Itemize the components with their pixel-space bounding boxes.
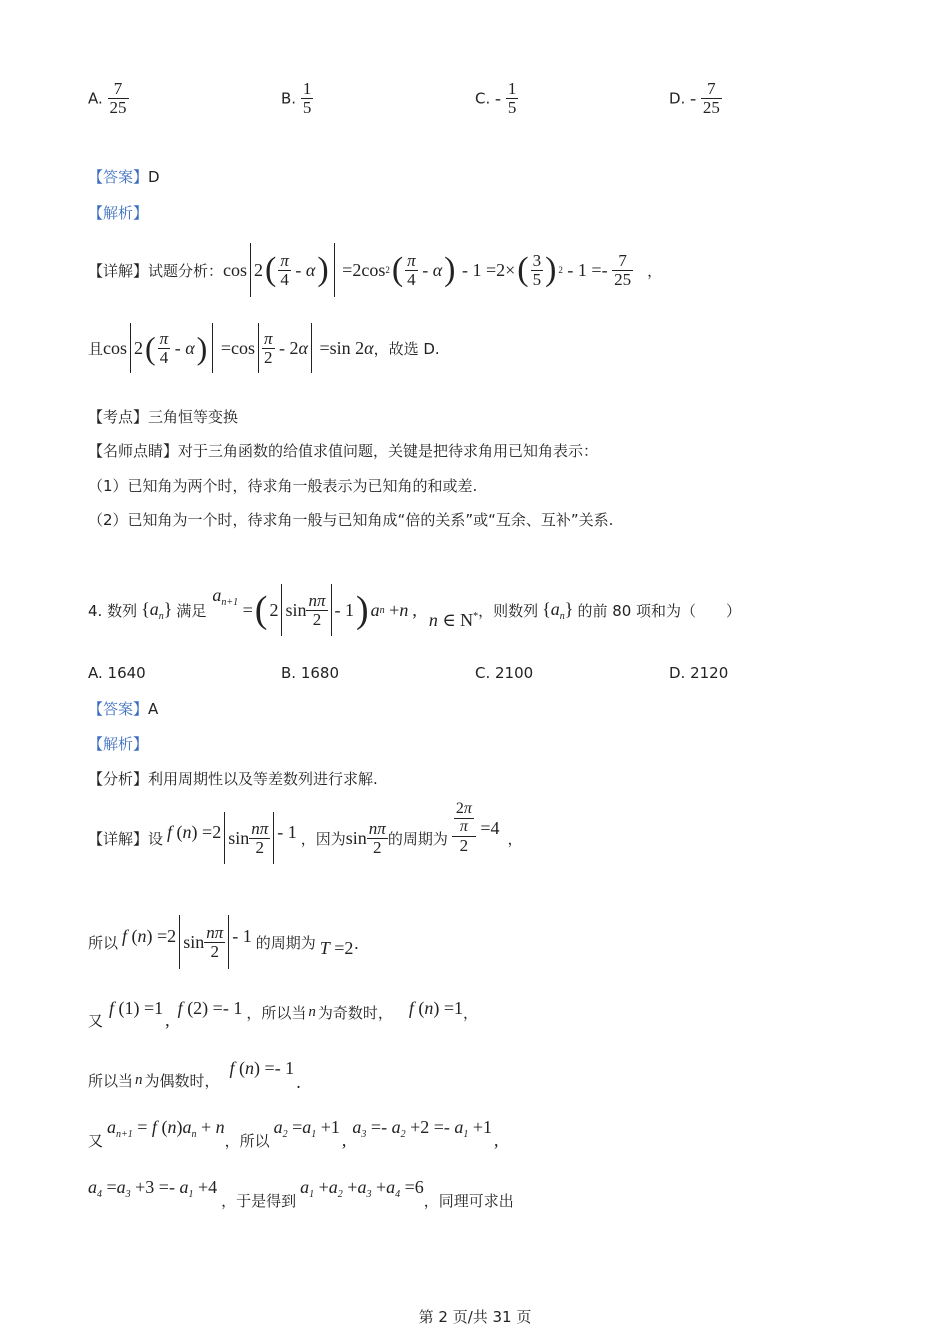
q3-detail-line1 — [88, 240, 662, 300]
q4-detail-tail: ， — [507, 829, 523, 848]
q4-option-a: A. 1640 — [88, 664, 146, 682]
q4-detail-mid: ，因为 — [300, 829, 346, 848]
option-label: D. — [669, 89, 686, 108]
option-label: B. — [281, 89, 297, 108]
period-value: T =2· — [319, 937, 360, 958]
sum-four-eq: $a_1 +a_2 +a_3 +a_4 =6$ — [300, 1176, 424, 1200]
q3-analysis-tag: 【解析】 — [88, 204, 149, 222]
q4-answer — [88, 698, 158, 719]
q4-detail-mid2: 的周期为 — [387, 829, 448, 848]
line3-lead: 又 — [88, 1011, 104, 1030]
page-footer: 第 2 页/共 31 页 — [418, 1308, 532, 1326]
recurrence-formula: $a_{n+1}$ = ( 2 sin $\frac{n\pi}{2}$ - 1 ) a n + n — [212, 584, 408, 636]
answer-tag: 【答案】 — [88, 168, 149, 186]
f1-eq: f (1) =1 — [109, 997, 164, 1018]
line5-lead: 又 — [88, 1131, 104, 1150]
denominator: 25 — [109, 97, 127, 117]
f2-eq: f (2) =- 1 — [177, 997, 243, 1018]
answer-tag: 【答案】 — [88, 700, 149, 718]
q4-analysis-tag: 【解析】 — [88, 735, 149, 753]
q4-line4: 所以当 n 为偶数时， f (n) =- 1 . — [88, 1057, 301, 1092]
detail2-tail: ，故选 D. — [373, 339, 440, 358]
q3-point-1: （1）已知角为两个时，待求角一般表示为已知角的和或差. — [88, 477, 478, 495]
numerator: 7 — [108, 80, 129, 99]
fenxi-tag: 【分析】 — [88, 770, 149, 788]
q3-detail-line2 — [88, 320, 440, 376]
line2-mid: 的周期为 — [255, 933, 316, 952]
fraction — [506, 80, 519, 117]
line3-mid: ，所以当 — [246, 1003, 307, 1022]
q4-line5: 又 $a_{n+1} = f$ $(n)a_n + n$ ，所以 $a_2 =a_1 +1$ , $a_3 =- a_2 +2 =- a_1 +1$ , — [88, 1116, 499, 1150]
numerator: 1 — [507, 79, 517, 98]
q3-option-a — [88, 80, 129, 117]
q3-point-2: （2）已知角为一个时，待求角一般与已知角成“倍的关系”或“互余、互补”关系. — [88, 511, 614, 529]
q3-kaodian — [88, 406, 238, 427]
detail-lead: 试题分析： — [148, 261, 224, 280]
sequence-an: $\{a_n\}$ — [141, 598, 173, 622]
denominator: 5 — [302, 97, 312, 117]
q3-option-b — [281, 80, 313, 117]
denominator: 25 — [702, 97, 720, 117]
q4-cond-tail: ，则数列 — [478, 601, 539, 620]
line4-mid: 为偶数时， — [144, 1071, 220, 1090]
fraction — [701, 80, 722, 117]
line3-tail: ， — [463, 1003, 479, 1022]
q4-option-c: C. 2100 — [475, 664, 534, 682]
fraction — [108, 80, 129, 117]
var-n: n — [308, 1003, 316, 1020]
kaodian-text: 三角恒等变换 — [148, 408, 239, 426]
period-expr: $\frac{\frac{2\pi}{\pi}}{2}$ =4 — [452, 801, 500, 854]
fn-eq-1: f (n) =1 — [408, 997, 464, 1018]
q3-mingshi — [88, 440, 598, 461]
fn-definition: f (n) =2 sin $\frac{n\pi}{2}$ - 1 — [167, 812, 297, 864]
sequence-an-2: $\{a_n\}$ — [542, 598, 574, 622]
numerator: 7 — [701, 80, 722, 99]
sin-expr: sin $\frac{n\pi}{2}$ — [345, 818, 386, 857]
q4-fenxi — [88, 768, 378, 789]
numerator: 1 — [302, 79, 312, 98]
q3-option-d — [669, 80, 722, 117]
minus-sign: - — [495, 87, 502, 108]
detail-tail: ， — [647, 261, 663, 280]
q4-option-b: B. 1680 — [281, 664, 340, 682]
q4-stem: 4. 数列 $\{a_n\}$ 满足 $a_{n+1}$ = ( 2 sin $\frac{n\pi}{2}$ - 1 ) a n + n , n ∈ N* ，则数列 $\{a_n\}$ 的前 80 项和为（ ） — [88, 575, 741, 645]
line4-lead: 所以当 — [88, 1071, 134, 1090]
q3-answer — [88, 166, 160, 187]
line3-mid2: 为奇数时， — [317, 1003, 393, 1022]
q4-detail-tag: 【详解】 — [88, 829, 149, 848]
fn-definition-2: f (n) =2 sin $\frac{n\pi}{2}$ - 1 — [122, 915, 252, 969]
kaodian-tag: 【考点】 — [88, 408, 149, 426]
recurrence-fn: $a_{n+1} = f$ $(n)a_n + n$ — [107, 1116, 225, 1140]
a4-eq: $a_4 =a_3 +3 =- a_1 +4$ — [88, 1176, 218, 1200]
formula-cos-identity: cos 2 ( $\frac{\pi}{4}$ - α ) =cos $\frac{\pi}{2}$ - 2 α =sin 2 α — [103, 323, 374, 373]
q4-number: 4. 数列 — [88, 601, 138, 620]
n-in-naturals: n ∈ N* — [428, 609, 479, 630]
line5-mid: ，所以 — [224, 1131, 270, 1150]
q4-question-tail: 的前 80 项和为（ ） — [577, 601, 742, 620]
a2-eq: $a_2 =a_1 +1$ — [273, 1116, 340, 1140]
q4-line6 — [88, 1172, 514, 1212]
line6-mid: ，于是得到 — [221, 1191, 297, 1210]
q4-detail-lead: 设 — [148, 829, 164, 848]
q3-option-c — [475, 80, 518, 117]
line2-lead: 所以 — [88, 933, 119, 952]
q4-option-d: D. 2120 — [669, 664, 729, 682]
q4-line2 — [88, 912, 359, 972]
mingshi-tag: 【名师点睛】 — [88, 442, 179, 460]
fraction — [301, 80, 314, 117]
fenxi-text: 利用周期性以及等差数列进行求解. — [148, 770, 378, 788]
q4-line3: 又 f (1) =1 , f (2) =- 1 ，所以当 n 为奇数时， f (n) =1 ， — [88, 997, 479, 1030]
a3-eq: $a_3 =- a_2 +2 =- a_1 +1$ — [352, 1116, 493, 1140]
option-label: A. — [88, 89, 103, 108]
denominator: 5 — [507, 97, 517, 117]
answer-value: D — [148, 168, 160, 186]
q4-detail-line1 — [88, 800, 523, 876]
line6-tail: ，同理可求出 — [423, 1191, 514, 1210]
detail-tag: 【详解】 — [88, 261, 149, 280]
option-label: C. — [475, 89, 491, 108]
fn-eq-minus1: f (n) =- 1 — [229, 1057, 295, 1078]
answer-value: A — [148, 700, 159, 718]
formula-cos-double-angle: cos 2 ( $\frac{\pi}{4}$ - α ) =2cos 2 ( $\frac{\pi}{4}$ - α ) - 1 =2× ( $\frac{3}{5}$ ) 2 - 1 =- $\frac{7}{25}$ — [223, 243, 633, 297]
detail2-lead: 且 — [88, 339, 104, 358]
mingshi-text: 对于三角函数的给值求值问题，关键是把待求角用已知角表示： — [178, 442, 599, 460]
var-n-2: n — [135, 1071, 143, 1088]
minus-sign: - — [690, 87, 697, 108]
q4-satisfy: 满足 — [176, 601, 207, 620]
